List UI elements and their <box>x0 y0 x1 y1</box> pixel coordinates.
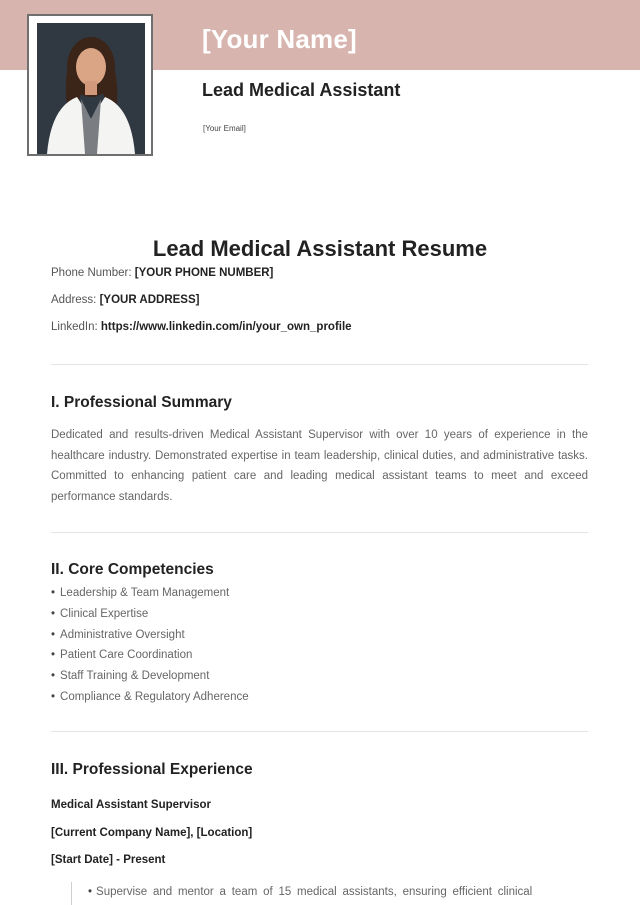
company-location: [Current Company Name], [Location] <box>51 827 253 839</box>
linkedin-value: https://www.linkedin.com/in/your_own_profile <box>100 321 352 333</box>
list-item: • Compliance & Regulatory Adherence <box>51 687 249 708</box>
summary-text: Dedicated and results-driven Medical Assistant Supervisor with over 10 years of experience in the healthcare industry. Demonstrated expertise in team leadership, clinical duties, and administrative tasks. Committed to enhancing patient care and leading medical assistant teams to meet and exceed performance standards. <box>51 429 588 504</box>
applicant-role: Lead Medical Assistant <box>202 80 401 100</box>
applicant-email: [Your Email] <box>203 124 246 133</box>
experience-heading: III. Professional Experience <box>51 761 253 778</box>
address-value: [YOUR ADDRESS] <box>99 294 200 306</box>
list-item: • Staff Training & Development <box>51 666 249 687</box>
linkedin-label: LinkedIn: <box>51 321 98 333</box>
address-label: Address: <box>51 294 97 306</box>
list-item: • Clinical Expertise <box>51 604 249 625</box>
resume-title: Lead Medical Assistant Resume <box>152 236 488 261</box>
contact-address <box>51 294 199 306</box>
photo-frame <box>27 14 153 156</box>
experience-bullet: • Supervise and mentor a team of 15 medical assistants, ensuring efficient clinical <box>88 886 574 898</box>
divider <box>51 532 588 533</box>
job-title: Medical Assistant Supervisor <box>51 799 211 811</box>
employment-dates: [Start Date] - Present <box>51 854 166 866</box>
bullet-bar <box>71 882 72 905</box>
summary-heading: I. Professional Summary <box>51 394 232 411</box>
competencies-heading: II. Core Competencies <box>51 561 214 578</box>
list-item: • Leadership & Team Management <box>51 583 249 604</box>
competencies-list <box>51 583 249 708</box>
applicant-name: [Your Name] <box>202 24 357 54</box>
list-item: • Patient Care Coordination <box>51 645 249 666</box>
phone-value: [YOUR PHONE NUMBER] <box>134 267 274 279</box>
phone-label: Phone Number: <box>51 267 132 279</box>
profile-photo <box>37 23 145 154</box>
divider <box>51 731 588 732</box>
divider <box>51 364 588 365</box>
list-item: • Administrative Oversight <box>51 625 249 646</box>
contact-linkedin <box>51 321 352 333</box>
contact-phone <box>51 267 273 279</box>
